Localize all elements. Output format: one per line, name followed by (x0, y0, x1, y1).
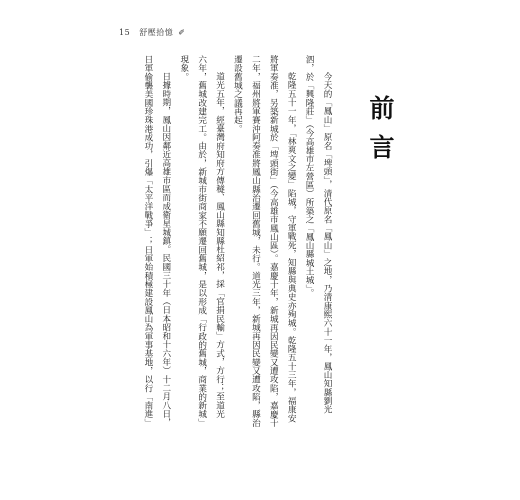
text-line: 現象。 (178, 55, 189, 81)
pencil-icon: ✐ (178, 28, 186, 37)
text-line: 乾隆五十一年，「林爽文之變」陷城，守軍戰死，知縣與典史亦殉城。乾隆五十三年，福康安 (286, 72, 297, 423)
text-line: 日軍偷襲美國珍珠港成功，引爆「太平洋戰爭」；日軍始積極建設鳳山為軍事基地，以行「南進」 (142, 55, 153, 427)
page-number: 15 (119, 28, 131, 37)
running-header (119, 27, 185, 38)
text-line: 泗，於「興隆莊」（今高雄市左營區）所築之「鳳山縣城土城」。 (304, 55, 315, 298)
text-line: 日據時期，鳳山因鄰近高雄市區而成衛星城鎮。民國三十年（日本昭和十六年）十二月八日， (160, 72, 171, 427)
text-line: 將軍奏准，另築新城於「埤頭街」（今高雄市鳳山區）。嘉慶十年，新城再因民變又遭攻陷，嘉慶十 (268, 55, 279, 427)
text-line: 二年，福州將軍賽沖阿奏准將鳳山縣治遷回舊城，未行。道光三年，新城再因民變又遭攻陷，縣治 (250, 55, 261, 427)
text-line: 道光五年，經臺灣府知府方傳穟、鳳山縣知縣杜紹祁，採「官捐民輸」方式，方行；至道光 (214, 72, 225, 419)
section-title: 前言 (366, 95, 395, 173)
text-line: 六年，舊城改建完工。由於，新城市街商家不願遷回舊城，是以形成「行政的舊城，商業的新城」 (196, 55, 207, 427)
text-line: 今天的「鳳山」原名「埤頭」，清代原名「鳳山」之地，乃清康熙六十一年，鳳山知縣劉光 (322, 72, 332, 414)
body-text (110, 55, 335, 445)
book-title: 舒壓拾憶 (139, 28, 174, 37)
text-line: 遷設舊城之議再起。 (232, 55, 243, 133)
